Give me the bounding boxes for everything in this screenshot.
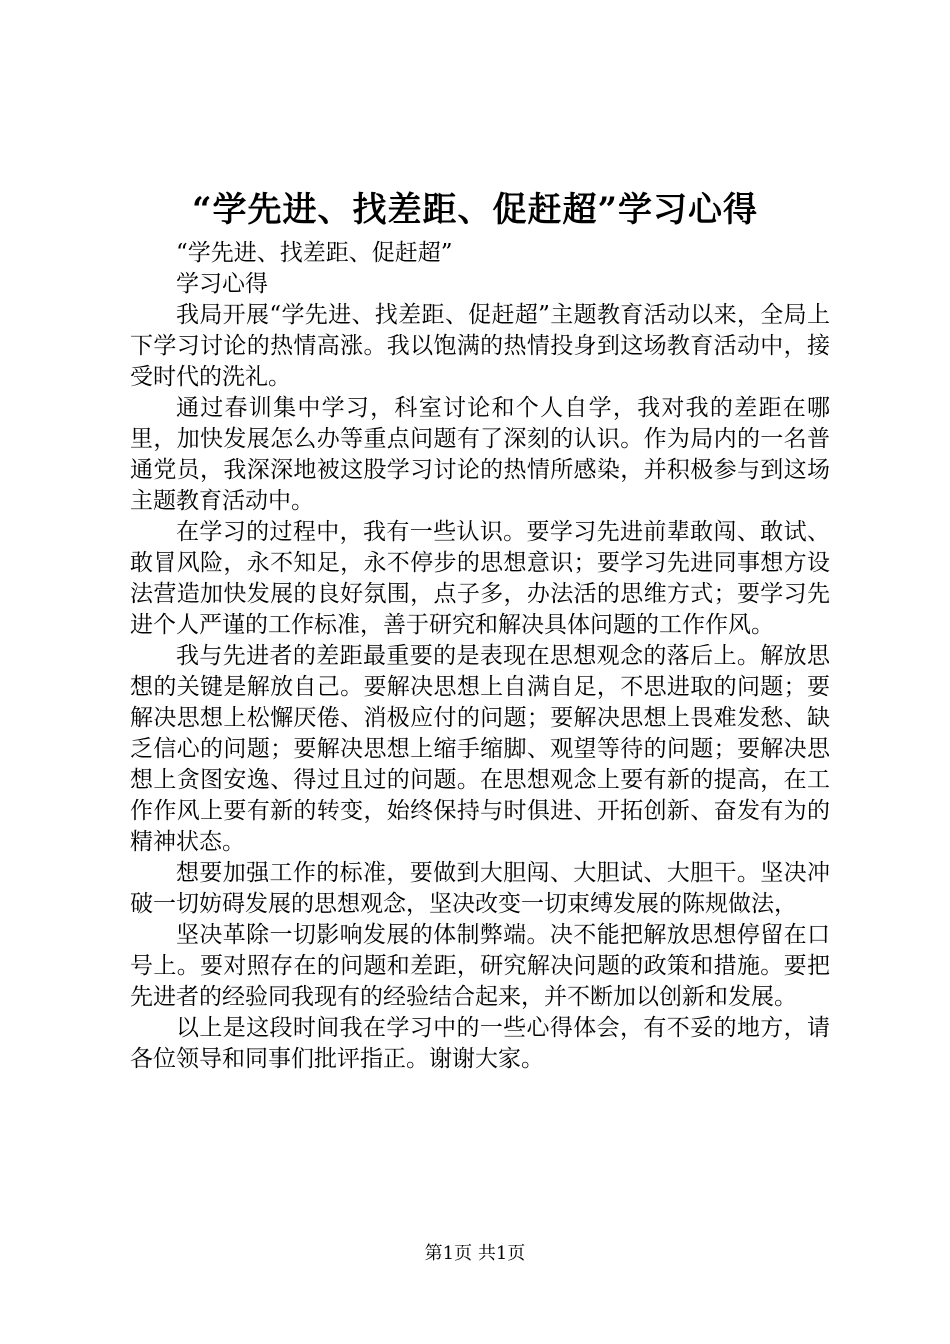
document-title: “学先进、找差距、促赶超”学习心得 xyxy=(191,190,759,230)
paragraph: 想要加强工作的标准，要做到大胆闯、大胆试、大胆干。坚决冲破一切妨碍发展的思想观念，坚决改变一切束缚发展的陈规做法， xyxy=(130,860,830,917)
paragraph: 以上是这段时间我在学习中的一些心得体会，有不妥的地方，请各位领导和同事们批评指正。谢谢大家。 xyxy=(130,1015,830,1072)
document-body xyxy=(130,238,830,1075)
paragraph: 学习心得 xyxy=(176,271,268,297)
paragraph: 在学习的过程中，我有一些认识。要学习先进前辈敢闯、敢试、敢冒风险，永不知足，永不停步的思想意识；要学习先进同事想方设法营造加快发展的良好氛围，点子多，办法活的思维方式；要学习先进个人严谨的工作标准，善于研究和解决具体问题的工作作风。 xyxy=(130,519,830,638)
paragraph: 通过春训集中学习，科室讨论和个人自学，我对我的差距在哪里，加快发展怎么办等重点问题有了深刻的认识。作为局内的一名普通党员，我深深地被这股学习讨论的热情所感染，并积极参与到这场主题教育活动中。 xyxy=(130,395,830,514)
page-footer: 第1页 共1页 xyxy=(424,1243,526,1264)
paragraph: 我局开展“学先进、找差距、促赶超”主题教育活动以来，全局上下学习讨论的热情高涨。我以饱满的热情投身到这场教育活动中，接受时代的洗礼。 xyxy=(130,302,830,390)
paragraph: 坚决革除一切影响发展的体制弊端。决不能把解放思想停留在口号上。要对照存在的问题和差距，研究解决问题的政策和措施。要把先进者的经验同我现有的经验结合起来，并不断加以创新和发展。 xyxy=(130,922,830,1010)
paragraph: 我与先进者的差距最重要的是表现在思想观念的落后上。解放思想的关键是解放自己。要解决思想上自满自足，不思进取的问题；要解决思想上松懈厌倦、消极应付的问题；要解决思想上畏难发愁、缺乏信心的问题；要解决思想上缩手缩脚、观望等待的问题；要解决思想上贪图安逸、得过且过的问题。在思想观念上要有新的提高，在工作作风上要有新的转变，始终保持与时俱进、开拓创新、奋发有为的精神状态。 xyxy=(130,643,830,855)
paragraph: “学先进、找差距、促赶超” xyxy=(176,240,453,266)
